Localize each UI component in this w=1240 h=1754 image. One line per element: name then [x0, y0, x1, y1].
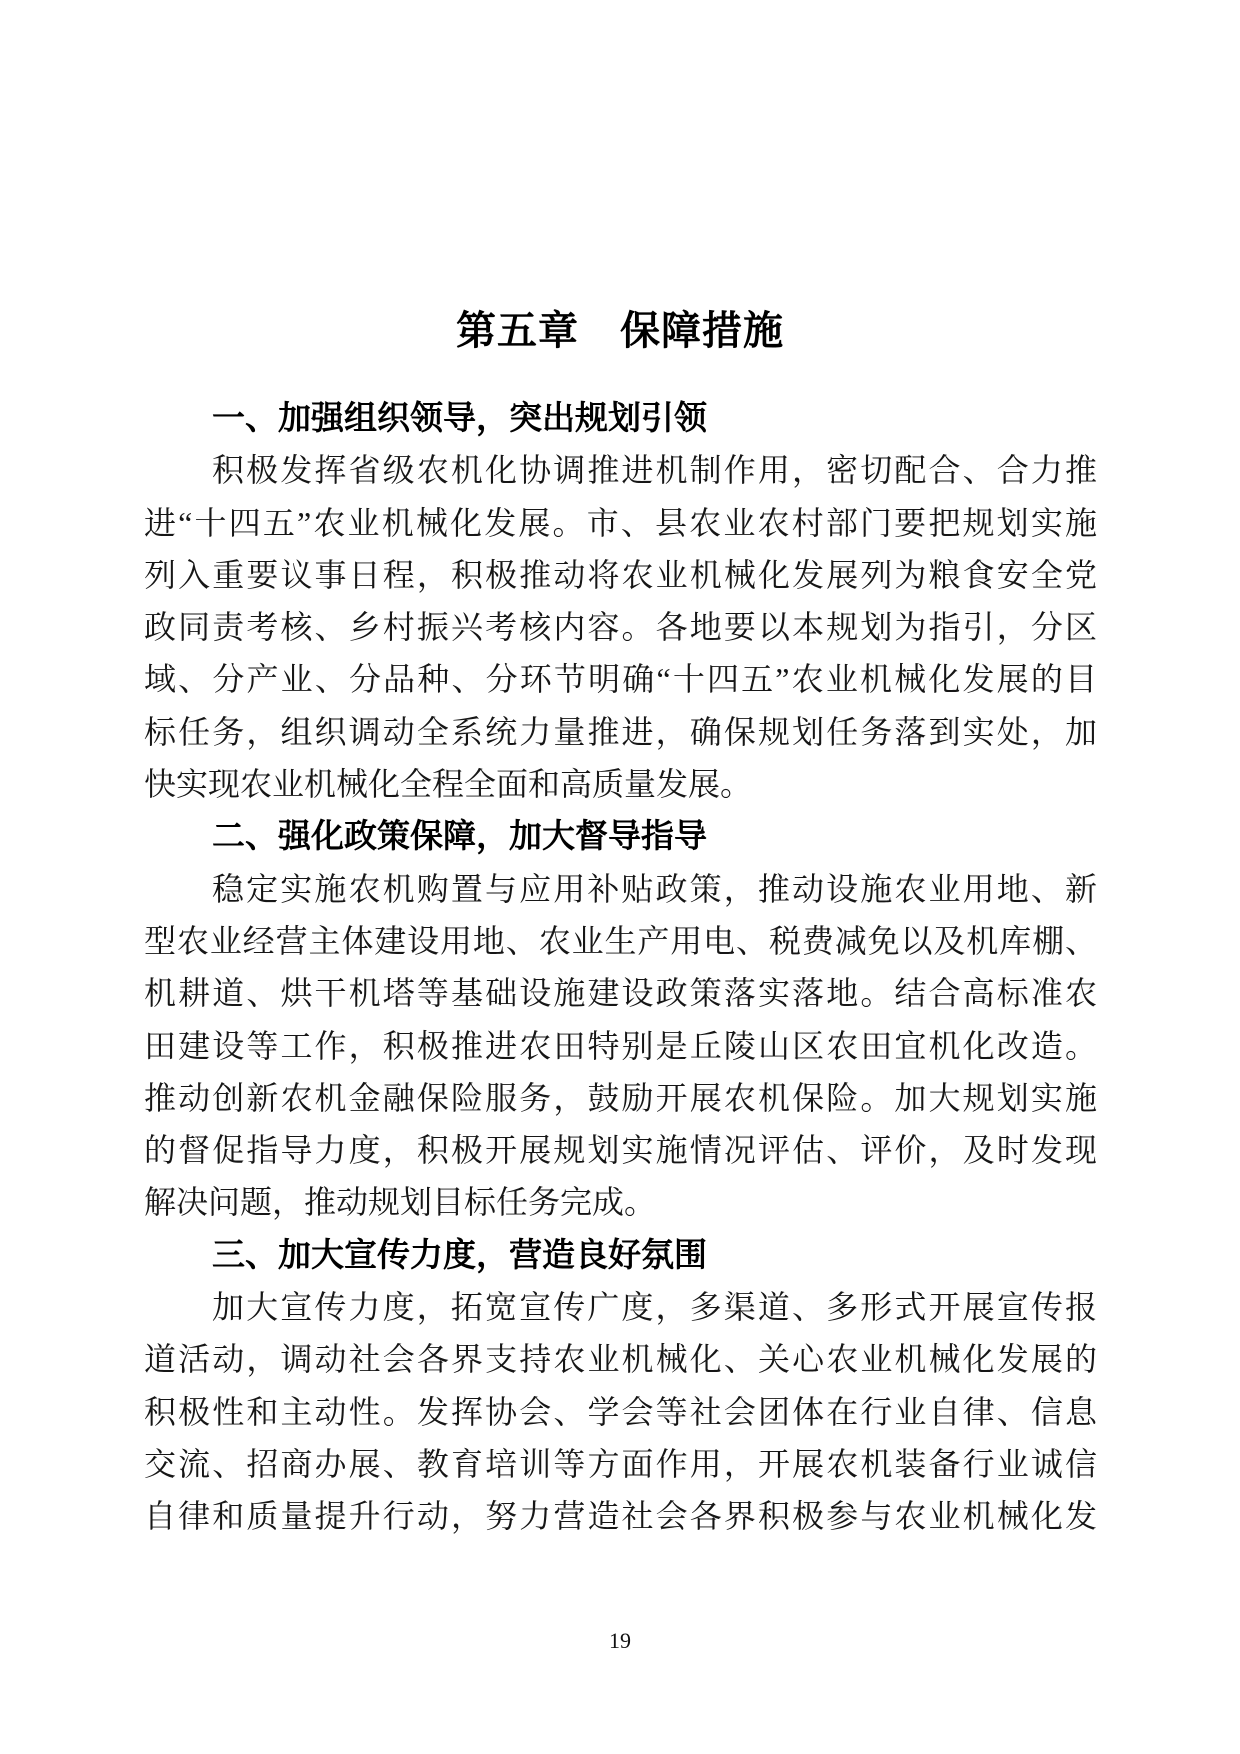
body-line: 积极发挥省级农机化协调推进机制作用，密切配合、合力推 — [212, 452, 1097, 489]
section-organization-leadership — [144, 392, 1097, 810]
body-line: 政同责考核、乡村振兴考核内容。各地要以本规划为指引，分区 — [144, 609, 1097, 646]
section-policy-support — [144, 810, 1097, 1228]
body-line: 加大宣传力度，拓宽宣传广度，多渠道、多形式开展宣传报 — [212, 1289, 1097, 1326]
body-line: 积极性和主动性。发挥协会、学会等社会团体在行业自律、信息 — [144, 1393, 1097, 1430]
body-line: 快实现农业机械化全程全面和高质量发展。 — [144, 766, 753, 803]
body-line: 稳定实施农机购置与应用补贴政策，推动设施农业用地、新 — [212, 870, 1097, 907]
section-publicity — [144, 1229, 1097, 1543]
body-line: 列入重要议事日程，积极推动将农业机械化发展列为粮食安全党 — [144, 556, 1097, 593]
body-line: 田建设等工作，积极推进农田特别是丘陵山区农田宜机化改造。 — [144, 1027, 1097, 1064]
body-line: 推动创新农机金融保险服务，鼓励开展农机保险。加大规划实施 — [144, 1079, 1097, 1116]
body-line: 解决问题，推动规划目标任务完成。 — [144, 1184, 657, 1221]
section-1-heading: 一、加强组织领导，突出规划引领 — [212, 399, 707, 436]
chapter-title: 第五章 保障措施 — [456, 307, 784, 353]
body-line: 道活动，调动社会各界支持农业机械化、关心农业机械化发展的 — [144, 1341, 1097, 1378]
page-body — [144, 392, 1097, 1543]
page-footer — [0, 1628, 1240, 1654]
body-line: 进“十四五”农业机械化发展。市、县农业农村部门要把规划实施 — [144, 504, 1097, 541]
body-line: 型农业经营主体建设用地、农业生产用电、税费减免以及机库棚、 — [144, 922, 1097, 959]
body-line: 交流、招商办展、教育培训等方面作用，开展农机装备行业诚信 — [144, 1445, 1097, 1482]
body-line: 的督促指导力度，积极开展规划实施情况评估、评价，及时发现 — [144, 1132, 1097, 1169]
body-line: 自律和质量提升行动，努力营造社会各界积极参与农业机械化发 — [144, 1498, 1097, 1535]
body-line: 标任务，组织调动全系统力量推进，确保规划任务落到实处，加 — [144, 713, 1097, 750]
body-line: 域、分产业、分品种、分环节明确“十四五”农业机械化发展的目 — [144, 661, 1097, 698]
section-2-heading: 二、强化政策保障，加大督导指导 — [212, 817, 707, 855]
section-3-heading: 三、加大宣传力度，营造良好氛围 — [212, 1235, 707, 1273]
body-line: 机耕道、烘干机塔等基础设施建设政策落实落地。结合高标准农 — [144, 975, 1097, 1012]
page-number: 19 — [609, 1628, 631, 1653]
